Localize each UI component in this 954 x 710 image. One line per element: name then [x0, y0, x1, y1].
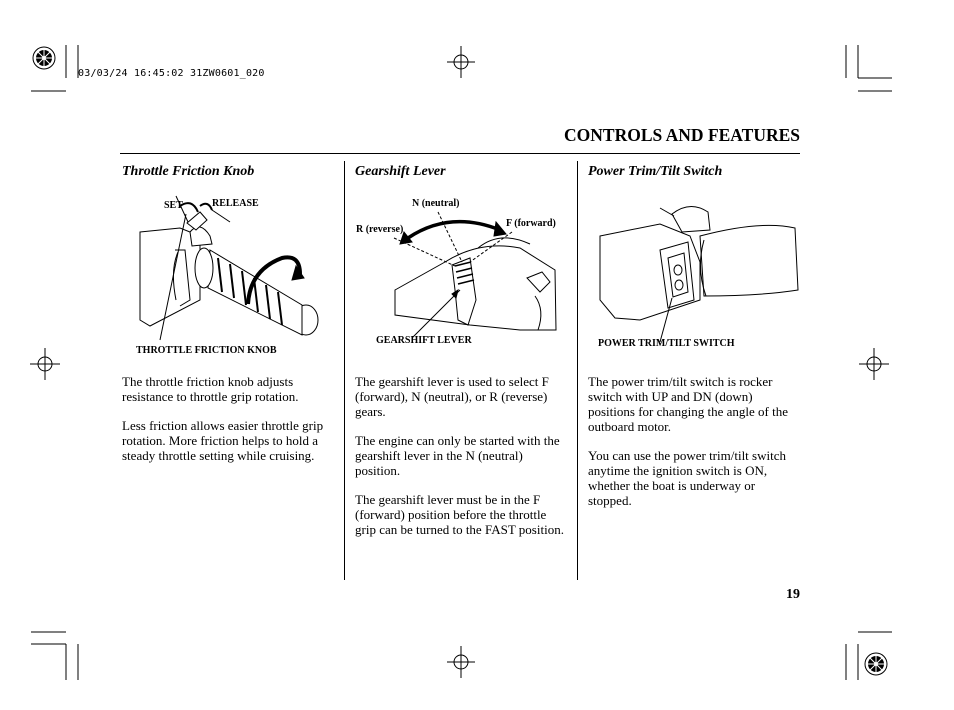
forward-label: F (forward): [506, 218, 556, 229]
throttle-friction-knob-label: THROTTLE FRICTION KNOB: [136, 345, 277, 356]
gearshift-paragraph-1: The gearshift lever is used to select F (forward), N (neutral), or R (reverse) gears.: [355, 374, 549, 419]
print-info: 03/03/24 16:45:02 31ZW0601_020: [78, 68, 265, 79]
gearshift-lever-heading: Gearshift Lever: [355, 164, 446, 179]
power-trim-tilt-switch-heading: Power Trim/Tilt Switch: [588, 164, 723, 179]
release-label: RELEASE: [212, 198, 259, 209]
section-title: CONTROLS AND FEATURES: [564, 125, 800, 145]
gearshift-paragraph-3: The gearshift lever must be in the F (forward) position before the throttle grip can be turned to the FAST position.: [355, 492, 564, 537]
throttle-friction-knob-heading: Throttle Friction Knob: [122, 164, 255, 179]
throttle-paragraph-1: The throttle friction knob adjusts resistance to throttle grip rotation.: [122, 374, 299, 404]
set-label: SET: [164, 200, 183, 211]
reverse-label: R (reverse): [356, 224, 404, 235]
power-trim-tilt-switch-label: POWER TRIM/TILT SWITCH: [598, 338, 735, 349]
gearshift-paragraph-2: The engine can only be started with the gearshift lever in the N (neutral) position.: [355, 433, 560, 478]
throttle-paragraph-2: Less friction allows easier throttle grip rotation. More friction helps to hold a steady throttle setting while cruising.: [122, 418, 324, 463]
trim-paragraph-1: The power trim/tilt switch is rocker switch with UP and DN (down) positions for changing the angle of the outboard motor.: [588, 374, 789, 434]
page-number: 19: [786, 587, 800, 602]
gearshift-lever-label: GEARSHIFT LEVER: [376, 335, 472, 346]
trim-paragraph-2: You can use the power trim/tilt switch anytime the ignition switch is ON, whether the boat is underway or stopped.: [588, 448, 786, 508]
neutral-label: N (neutral): [412, 198, 460, 209]
